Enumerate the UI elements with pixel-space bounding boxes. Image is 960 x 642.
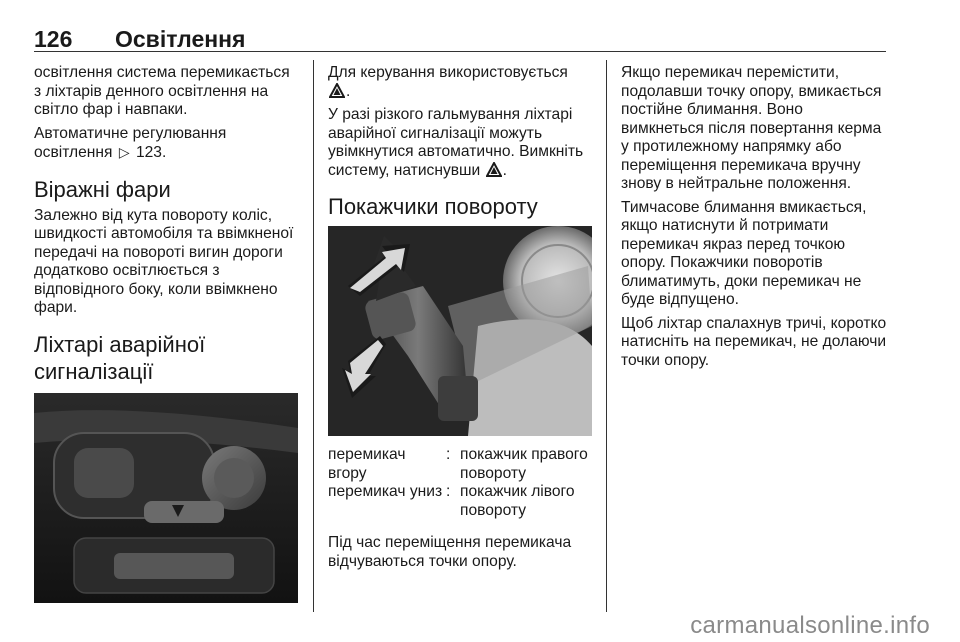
- hazard-triangle-icon: [329, 83, 345, 98]
- column-2: [328, 64, 593, 576]
- legend-row-up: [328, 446, 593, 483]
- turn-signal-lever-photo: [328, 226, 592, 436]
- legend-colon: :: [446, 483, 451, 500]
- legend-term-down: перемикач униз: [328, 483, 443, 500]
- legend-desc-up: покажчик правого повороту: [460, 446, 588, 482]
- auto-light-page-ref[interactable]: 123.: [135, 144, 167, 161]
- paragraph-triple-flash: Щоб ліхтар спалахнув тричі, коротко натисніть на перемикач, не долаючи точки опору.: [621, 314, 887, 369]
- column-3: [621, 64, 889, 375]
- paragraph-continuous-flash: Якщо перемикач перемістити, подолавши точку опору, вмикається постійне блимання. Воно вимкнеться після повертання керма у протилежному напрямку або переміщення перемикача вручну знову в нейтральне положення.: [621, 64, 882, 192]
- paragraph-auto-light: [34, 125, 299, 163]
- emergency-braking-text: У разі різкого гальмування ліхтарі аварійної сигналізації можуть увімкнутися автоматично. Вимкніть систему, натиснувши: [328, 106, 584, 179]
- reference-arrow-icon: ▷: [118, 144, 130, 160]
- turn-signal-illustration: [328, 226, 592, 436]
- paragraph-detent-points: Під час переміщення перемикача відчуваються точки опору.: [328, 534, 572, 570]
- column-divider-1: [313, 60, 314, 612]
- hazard-control-text: Для керування використовується: [328, 64, 568, 81]
- column-1: [34, 64, 299, 603]
- hazard-triangle-icon: [486, 162, 502, 177]
- turn-signal-legend: [328, 446, 593, 520]
- legend-row-down: [328, 483, 593, 520]
- page-number: 126: [34, 26, 73, 52]
- hazard-control-end: .: [346, 82, 351, 100]
- heading-turn-signals: Покажчики повороту: [328, 194, 538, 219]
- heading-hazard-line1: Ліхтарі аварійної: [34, 331, 206, 357]
- paragraph-temporary-flash: Тимчасове блимання вмикається, якщо натиснути й потримати перемикач якраз перед точкою опору. Покажчики поворотів блиматимуть, доки перемикач не буде відпущено.: [621, 198, 867, 308]
- auto-light-text: Автоматичне регулювання освітлення: [34, 124, 227, 161]
- hazard-switch-photo: [34, 393, 298, 603]
- header-divider: [34, 51, 886, 52]
- heading-hazard-lights: [34, 331, 299, 385]
- watermark: carmanualsonline.info: [690, 612, 930, 639]
- paragraph-emergency-braking: [328, 106, 593, 180]
- legend-desc-down: покажчик лівого повороту: [460, 483, 575, 519]
- legend-term-up: перемикач вгору: [328, 446, 406, 482]
- section-title: Освітлення: [115, 26, 246, 52]
- paragraph-lighting-switch: освітлення система перемикається з ліхтарів денного освітлення на світло фар і навпаки.: [34, 64, 290, 118]
- paragraph-hazard-control: [328, 64, 593, 101]
- hazard-switch-illustration: [34, 393, 298, 603]
- legend-colon: :: [446, 446, 451, 463]
- paragraph-cornering-lights: Залежно від кута повороту коліс, швидкості автомобіля та ввімкненої передачі на повороті вигин дороги додатково освітлюється з відповідного боку, коли ввімкнено фари.: [34, 206, 294, 316]
- emergency-braking-end: .: [502, 161, 507, 179]
- column-divider-2: [606, 60, 607, 612]
- heading-cornering-lights: Віражні фари: [34, 176, 171, 202]
- heading-hazard-line2: сигналізації: [34, 358, 154, 384]
